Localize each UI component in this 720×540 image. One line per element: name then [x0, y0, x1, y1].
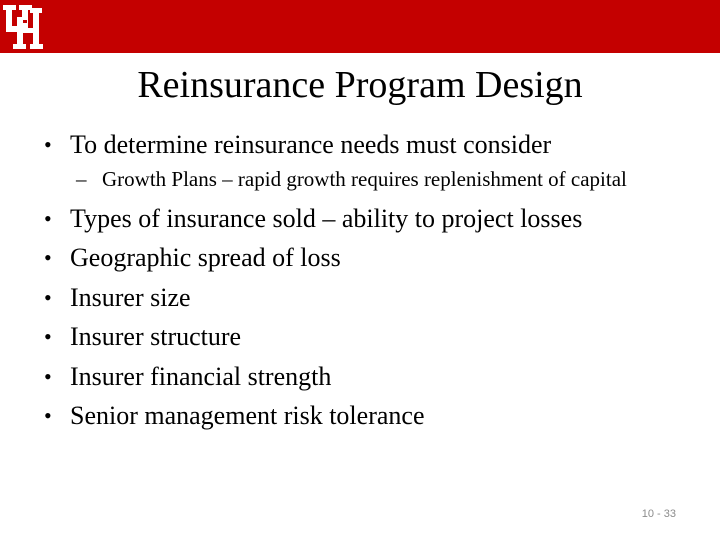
- page-number: 10 - 33: [641, 508, 676, 520]
- bullet-item: [44, 399, 694, 433]
- header-banner: [0, 0, 720, 53]
- bullet-icon: •: [44, 245, 52, 270]
- bullet-text: Types of insurance sold – ability to project losses: [70, 203, 583, 233]
- bullet-text: To determine reinsurance needs must consider: [70, 130, 552, 159]
- bullet-icon: •: [44, 324, 52, 349]
- bullet-item: [44, 202, 694, 236]
- uh-logo-icon: [2, 2, 46, 52]
- bullet-text: Insurer structure: [70, 322, 242, 351]
- bullet-item: [44, 360, 694, 394]
- bullet-text: Insurer financial strength: [70, 361, 332, 391]
- bullet-icon: •: [44, 205, 52, 231]
- bullet-list: [44, 128, 694, 439]
- bullet-icon: •: [44, 363, 52, 389]
- bullet-icon: •: [44, 132, 52, 157]
- bullet-text: Geographic spread of loss: [70, 243, 341, 272]
- dash-icon: –: [76, 166, 87, 191]
- bullet-icon: •: [44, 403, 52, 428]
- bullet-icon: •: [44, 284, 52, 310]
- bullet-item: [44, 320, 694, 354]
- bullet-text: Insurer size: [70, 282, 191, 312]
- bullet-text: Senior management risk tolerance: [70, 401, 425, 430]
- slide-title: Reinsurance Program Design: [137, 64, 583, 106]
- sub-bullet-item: [44, 166, 694, 192]
- bullet-item: [44, 241, 694, 275]
- bullet-item: [44, 281, 694, 315]
- bullet-item: [44, 128, 694, 162]
- sub-bullet-text: Growth Plans – rapid growth requires replenishment of capital: [102, 166, 627, 191]
